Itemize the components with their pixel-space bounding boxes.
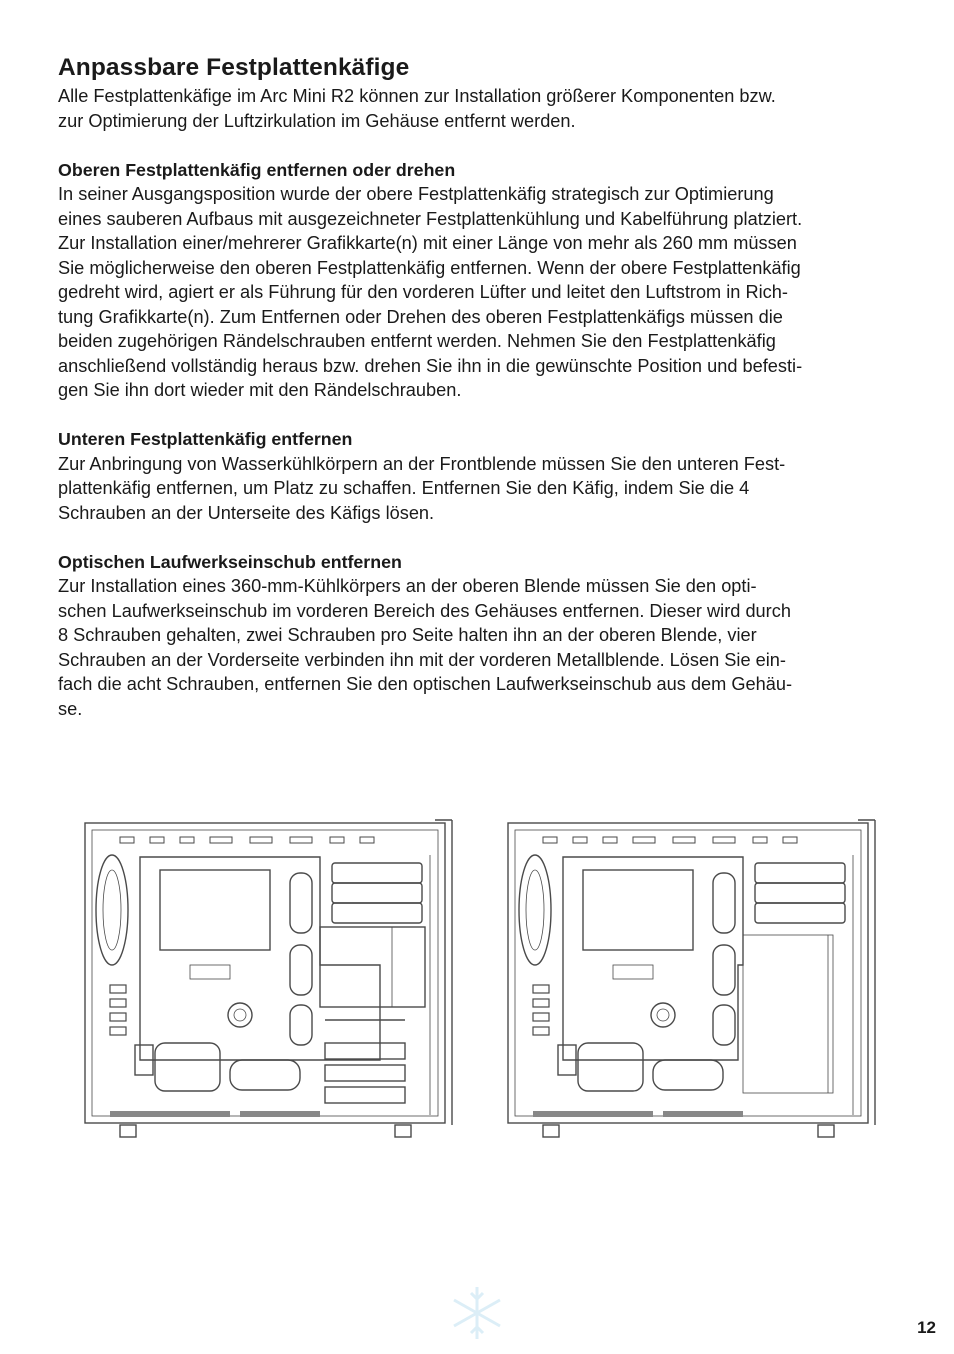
- section-heading: Oberen Festplattenkäfig entfernen oder drehen: [58, 159, 456, 180]
- paragraph-line: tung Grafikkarte(n). Zum Entfernen oder Drehen des oberen Festplattenkäfigs müssen die: [58, 306, 783, 327]
- section-heading: Unteren Festplattenkäfig entfernen: [58, 429, 353, 449]
- document-body: [58, 52, 904, 721]
- page-number: 12: [917, 1318, 936, 1337]
- page-title: Anpassbare Festplattenkäfige: [58, 54, 410, 81]
- paragraph-line: eines sauberen Aufbaus mit ausgezeichneter Festplattenkühlung und Kabelführung platziert.: [58, 208, 803, 229]
- paragraph-line: gen Sie ihn dort wieder mit den Rändelschrauben.: [58, 380, 462, 400]
- section-heading: Optischen Laufwerkseinschub entfernen: [58, 551, 402, 572]
- paragraph-line: Zur Anbringung von Wasserkühlkörpern an der Frontblende müssen Sie den unteren Fest-: [58, 453, 786, 474]
- paragraph-line: Zur Installation einer/mehrerer Grafikkarte(n) mit einer Länge von mehr als 260 mm müssen: [58, 233, 797, 253]
- intro-paragraph: [58, 84, 904, 133]
- paragraph-line: In seiner Ausgangsposition wurde der obere Festplattenkäfig strategisch zur Optimierung: [58, 184, 774, 204]
- section-paragraph: [58, 452, 904, 526]
- paragraph-line: se.: [58, 698, 83, 719]
- paragraph-line: Schrauben an der Vorderseite verbinden ihn mit der vorderen Metallblende. Lösen Sie ein-: [58, 649, 786, 670]
- paragraph-line: 8 Schrauben gehalten, zwei Schrauben pro Seite halten ihn an der oberen Blende, vier: [58, 625, 757, 645]
- intro-line: Alle Festplattenkäfige im Arc Mini R2 können zur Installation größerer Komponenten bzw.: [58, 86, 776, 106]
- paragraph-line: Schrauben an der Unterseite des Käfigs lösen.: [58, 502, 435, 523]
- section-upper-cage: [58, 158, 904, 403]
- section-paragraph: [58, 574, 904, 721]
- paragraph-line: gedreht wird, agiert er als Führung für den vorderen Lüfter und leitet den Luftstrom in Rich-: [58, 282, 788, 302]
- paragraph-line: schen Laufwerkseinschub im vorderen Bereich des Gehäuses entfernen. Dieser wird durch: [58, 600, 791, 621]
- paragraph-line: anschließend vollständig heraus bzw. drehen Sie ihn in die gewünschte Position und befesti-: [58, 355, 803, 376]
- section-optical-bay: [58, 550, 904, 722]
- paragraph-line: Sie möglicherweise den oberen Festplattenkäfig entfernen. Wenn der obere Festplattenkäfig: [58, 257, 801, 278]
- case-without-drive-cages-illustration: [503, 815, 883, 1150]
- intro-line: zur Optimierung der Luftzirkulation im Gehäuse entfernt werden.: [58, 110, 576, 131]
- paragraph-line: fach die acht Schrauben, entfernen Sie den optischen Laufwerkseinschub aus dem Gehäu-: [58, 674, 793, 694]
- case-with-drive-cages-illustration: [80, 815, 460, 1150]
- paragraph-line: beiden zugehörigen Rändelschrauben entfernt werden. Nehmen Sie den Festplattenkäfig: [58, 331, 776, 351]
- section-lower-cage: [58, 427, 904, 525]
- paragraph-line: plattenkäfig entfernen, um Platz zu schaffen. Entfernen Sie den Käfig, indem Sie die 4: [58, 478, 750, 498]
- paragraph-line: Zur Installation eines 360-mm-Kühlkörpers an der oberen Blende müssen Sie den opti-: [58, 576, 757, 596]
- snowflake-icon: [447, 1283, 507, 1343]
- section-paragraph: [58, 182, 904, 403]
